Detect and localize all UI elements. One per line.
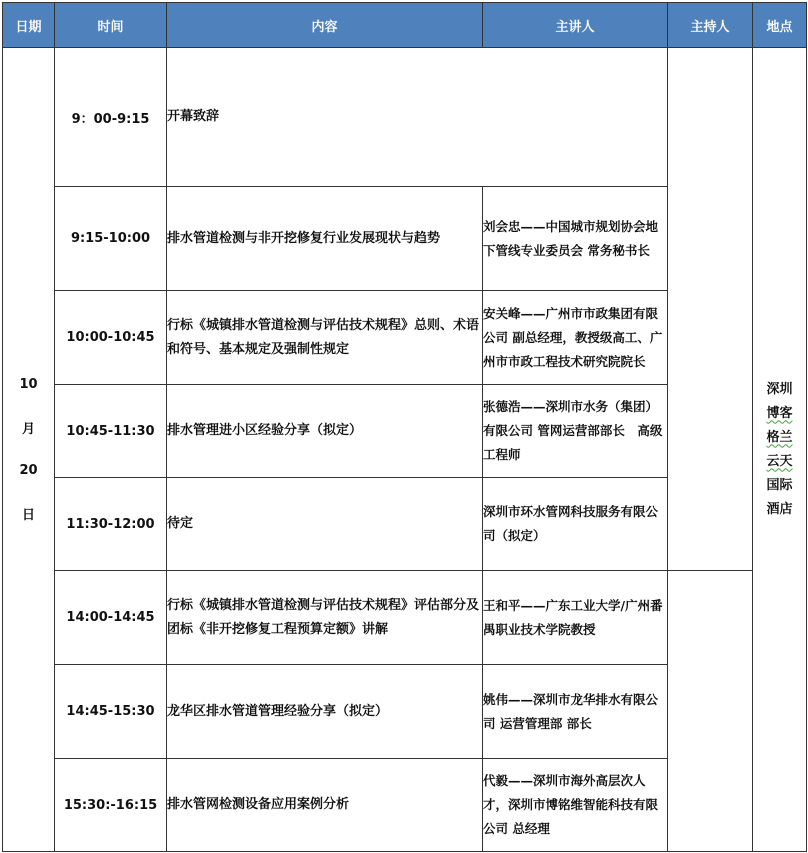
content-cell: 排水管理进小区经验分享（拟定） (167, 385, 483, 478)
venue-char: 深圳 (766, 381, 793, 397)
venue-char: 博客 (766, 405, 793, 421)
speaker-cell: 代毅——深圳市海外高层次人才，深圳市博铭维智能科技有限公司 总经理 (483, 759, 668, 852)
venue-char: 酒店 (766, 501, 793, 517)
venue-char: 格兰 (766, 429, 793, 445)
venue-cell (753, 48, 807, 852)
speaker-cell: 深圳市环水管网科技服务有限公司（拟定） (483, 478, 668, 571)
time-cell: 14:00-14:45 (55, 571, 167, 665)
speaker-cell: 张德浩——深圳市水务（集团）有限公司 管网运营部部长 高级工程师 (483, 385, 668, 478)
speaker-cell: 安关峰——广州市市政集团有限公司 副总经理，教授级高工、广州市市政工程技术研究院院长 (483, 291, 668, 385)
date-char: 10 (19, 376, 38, 392)
time-cell: 10:45-11:30 (55, 385, 167, 478)
content-cell: 龙华区排水管道管理经验分享（拟定） (167, 665, 483, 759)
time-cell: 9：00-9:15 (55, 48, 167, 187)
venue-char: 国际 (766, 477, 793, 493)
header-speaker: 主讲人 (483, 3, 668, 48)
venue-char: 云天 (766, 453, 793, 469)
table-row (3, 571, 807, 665)
content-cell: 待定 (167, 478, 483, 571)
date-char: 日 (21, 507, 35, 523)
header-time: 时间 (55, 3, 167, 48)
content-cell: 排水管道检测与非开挖修复行业发展现状与趋势 (167, 187, 483, 291)
time-cell: 15:30:-16:15 (55, 759, 167, 852)
content-cell: 开幕致辞 (167, 48, 668, 187)
content-cell: 行标《城镇排水管道检测与评估技术规程》总则、术语和符号、基本规定及强制性规定 (167, 291, 483, 385)
time-cell: 11:30-12:00 (55, 478, 167, 571)
header-venue: 地点 (753, 3, 807, 48)
date-char: 月 (21, 421, 35, 437)
content-cell: 行标《城镇排水管道检测与评估技术规程》评估部分及团标《非开挖修复工程预算定额》讲解 (167, 571, 483, 665)
time-cell: 14:45-15:30 (55, 665, 167, 759)
host-cell (668, 48, 753, 571)
header-host: 主持人 (668, 3, 753, 48)
time-cell: 10:00-10:45 (55, 291, 167, 385)
header-content: 内容 (167, 3, 483, 48)
header-row (3, 3, 807, 48)
table-row (3, 48, 807, 187)
speaker-cell: 刘会忠——中国城市规划协会地下管线专业委员会 常务秘书长 (483, 187, 668, 291)
speaker-cell: 王和平——广东工业大学/广州番禺职业技术学院教授 (483, 571, 668, 665)
time-cell: 9:15-10:00 (55, 187, 167, 291)
header-date: 日期 (3, 3, 55, 48)
speaker-cell: 姚伟——深圳市龙华排水有限公司 运营管理部 部长 (483, 665, 668, 759)
host-cell (668, 571, 753, 852)
schedule-table (2, 2, 807, 852)
content-cell: 排水管网检测设备应用案例分析 (167, 759, 483, 852)
date-char: 20 (19, 462, 38, 478)
date-cell (3, 48, 55, 852)
